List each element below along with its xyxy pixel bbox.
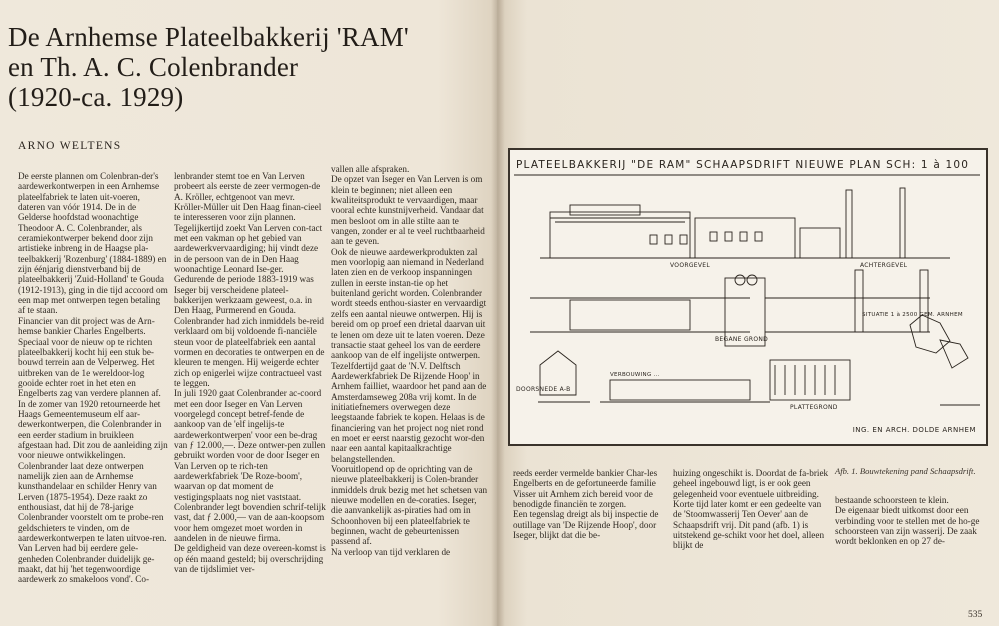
drawing-title: PLATEELBAKKERIJ "DE RAM" SCHAAPSDRIFT NIEUWE PLAN SCH: 1 à 100: [516, 159, 970, 171]
paragraph: reeds eerder vermelde bankier Char-les Engelberts en de gefortuneerde familie Visser uit Arnhem zich bereid voor de benodigde financiën te zorgen.: [513, 468, 658, 510]
paragraph: Na verloop van tijd verklaren de: [331, 546, 451, 557]
paragraph: Ook de nieuwe aardewerkprodukten zal men voorlopig aan niemand in Nederland laten zien en de verkoop inspanningen zullen in eerste instan-tie op het buitenland gericht worden. Colenbrander wordt steeds enthou-siaster en vervaardigt zelfs een aantal nieuwe ontwerpen. Hij is bereid om op proef een drietal daarvan uit te lenen om deze uit te laten voeren. Deze transactie staat geheel los van de eerdere aankoop van de elf ingelijste ontwerpen.: [331, 246, 487, 361]
author-name: ARNO WELTENS: [18, 140, 122, 152]
title-line-1: De Arnhemse Plateelbakkerij 'RAM': [8, 22, 409, 52]
book-gutter: [491, 0, 505, 626]
label-plattegrond: PLATTEGROND: [790, 404, 838, 411]
page-number: 535: [968, 610, 983, 620]
paragraph: Tezelfdertijd gaat de 'N.V. Delftsch Aardewerkfabriek De Rijzende Hoop' in Arnhem failliet, waardoor het pand aan de Amsterdamseweg 208a vrij komt. In de initiatiefnemers overwegen deze leegstaande fabriek te kopen. Helaas is de financiering van het project nog niet rond en moet er eerst naarstig gezocht wor-den naar een aantal kapitaalkrachtige belangstellenden.: [331, 360, 487, 464]
label-achtergevel: ACHTERGEVEL: [860, 262, 908, 269]
paragraph: De geldigheid van deze overeen-komst is op één maand gesteld; bij overschrijding van de tijdslimiet ver-: [174, 543, 326, 575]
label-voorgevel: VOORGEVEL: [670, 262, 710, 269]
left-column-2: [174, 171, 326, 574]
paragraph: De eerste plannen om Colenbran-der's aardewerkontwerpen in een Arnhemse plateelfabriek te laten uit-voeren, dateren van vóór 1914. De in de Gelderse hoofdstad woonachtige Theodoor A. C. Colenbrander, als ceramiekontwerper bekend door zijn artistieke inbreng in de Haagse pla-teelbakkerij 'Rozenburg' (1884-1889) en zijn éénjarig dienstverband bij de plateelbakkerij 'Zuid-Holland' te Gouda (1912-1913), ging in die tijd accoord om een map met ontwerpen tegen betaling af te staan.: [18, 171, 168, 316]
left-column-3: [331, 164, 488, 557]
label-begane-grond: BEGANE GROND: [715, 336, 769, 343]
article-title: [8, 22, 488, 112]
label-situatie: SITUATIE 1 à 2500 GEM. ARNHEM: [862, 312, 963, 318]
figure-caption: Afb. 1. Bouwtekening pand Schaapsdrift.: [835, 466, 976, 476]
left-column-1: [18, 171, 168, 585]
paragraph: Vooruitlopend op de oprichting van de nieuwe plateelbakkerij is Colen-brander inmiddels druk bezig met het schetsen van nieuwe modellen en de-coraties. Iseger, die aanvankelijk as-piraties had om in Schoonhoven bij een plateelfabriek te beginnen, wacht de gebeurtenissen passend af.: [331, 463, 488, 547]
paragraph: vallen alle afspraken.: [331, 164, 410, 174]
right-column-1: [513, 468, 668, 540]
architectural-drawing: [508, 148, 988, 446]
paragraph: lenbrander stemt toe en Van Lerven probeert als eerste de zeer vermogen-de A. Kröller, echtgenoot van mevr. Kröller-Müller uit Den Haag finan-cieel te interesseren voor zijn plannen.: [174, 171, 322, 223]
paragraph: De eigenaar biedt uitkomst door een verbinding voor te stellen met de ho-ge schoorsteen van zijn wasserij. De zaak wordt beklonken en op 27 de-: [835, 505, 980, 547]
paragraph: Tegelijkertijd zoekt Van Lerven con-tact met een vakman op het gebied van aardewerkvervaardiging; hij vindt deze in de persoon van de in Den Haag woonachtige Leonard Ise-ger. Gedurende de periode 1883-1919 was Iseger bij verscheidene plateel-bakkerijen werkzaam geweest, o.a. in Den Haag, Purmerend en Gouda. Colenbrander had zich inmiddels be-reid verklaard om bij voldoende fi-nanciële steun voor de plateelfabriek een aantal vormen en decoraties te ontwerpen en de kleuren te mengen. Hij weigerde echter zich op enigerlei wijze contractueel vast te leggen.: [174, 222, 325, 388]
right-column-3: [835, 495, 990, 547]
paragraph: In juli 1920 gaat Colenbrander ac-coord met een door Iseger en Van Lerven voorgelegd concept betref-fende de aankoop van de 'elf ingelijs-te aardewerkontwerpen' voor een be-drag van ƒ 12.000,—. Deze ontwer-pen zullen gebruikt worden voor de door Iseger en Van Lerven op te rich-ten aardewerkfabriek 'De Roze-boom', waarvan op dat moment de vestigingsplaats nog niet vaststaat. Colenbrander legt bovendien schrif-telijk vast, dat ƒ 2.000,— van de aan-koopsom voor hem omgezet moet worden in aandelen in de nieuwe firma.: [174, 388, 326, 544]
title-line-3: (1920-ca. 1929): [8, 82, 184, 112]
label-verbouwing: VERBOUWING ...: [610, 372, 660, 378]
paragraph: huizing ongeschikt is. Doordat de fa-briek geheel ingebouwd ligt, is er ook geen gelegenheid voor eventuele uitbreiding. Korte tijd later komt er een gedeelte van de 'Stoomwasserij Ten Oever' aan de Schaapsdrift vrij. Dit pand (afb. 1) is uitstekend ge-schikt voor het doel, alleen blijkt de: [673, 468, 829, 551]
title-line-2: en Th. A. C. Colenbrander: [8, 52, 299, 82]
paragraph: In de zomer van 1920 retourneerde het Haags Gemeentemuseum elf aar-dewerkontwerpen, die Colenbrander in een eerder stadium in bruikleen afgestaan had. Dit zou de aanleiding zijn voor nieuwe ontwikkelingen. Colenbrander laat deze ontwerpen namelijk zien aan de Arnhemse kunsthandelaar en schilder Henry van Lerven (1875-1954). Deze raakt zo enthousiast, dat hij de 78-jarige Colenbrander voorstelt om te probe-ren geldschieters te vinden, om de aardewerkontwerpen te laten uitvoe-ren. Van Lerven had bij eerdere gele-genheden Colenbrander duidelijk ge-maakt, dat hij 'het tegenwoordige aardewerk zo smakeloos vond'. Co-: [18, 398, 168, 585]
label-doorsnede: DOORSNEDE A-B: [516, 386, 571, 393]
drawing-signature: ING. EN ARCH. DOLDE ARNHEM: [852, 426, 976, 434]
drawing-lines: [510, 150, 986, 444]
paragraph: De opzet van Iseger en Van Lerven is om klein te beginnen; niet alleen een kwaliteitsprodukt te vervaardigen, maar vooral echte kunstnijverheid. Vandaar dat men besloot om in alle stilte aan te vangen, zonder er al te veel ruchtbaarheid aan te geven.: [331, 174, 485, 247]
paragraph: Financier van dit project was de Arn-hemse bankier Charles Engelberts. Speciaal voor de nieuw op te richten plateelbakkerij kocht hij een stuk be-bouwd terrein aan de Velperweg. Het uitbreken van de 1e wereldoor-log gooide echter roet in het eten en Engelberts zag van verdere plannen af.: [18, 315, 161, 399]
right-column-2: [673, 468, 830, 551]
paragraph: bestaande schoorsteen te klein.: [835, 495, 949, 505]
paragraph: Een tegenslag dreigt als bij inspectie de outillage van 'De Rijzende Hoop', door Iseger, blijkt dat die be-: [513, 509, 659, 541]
